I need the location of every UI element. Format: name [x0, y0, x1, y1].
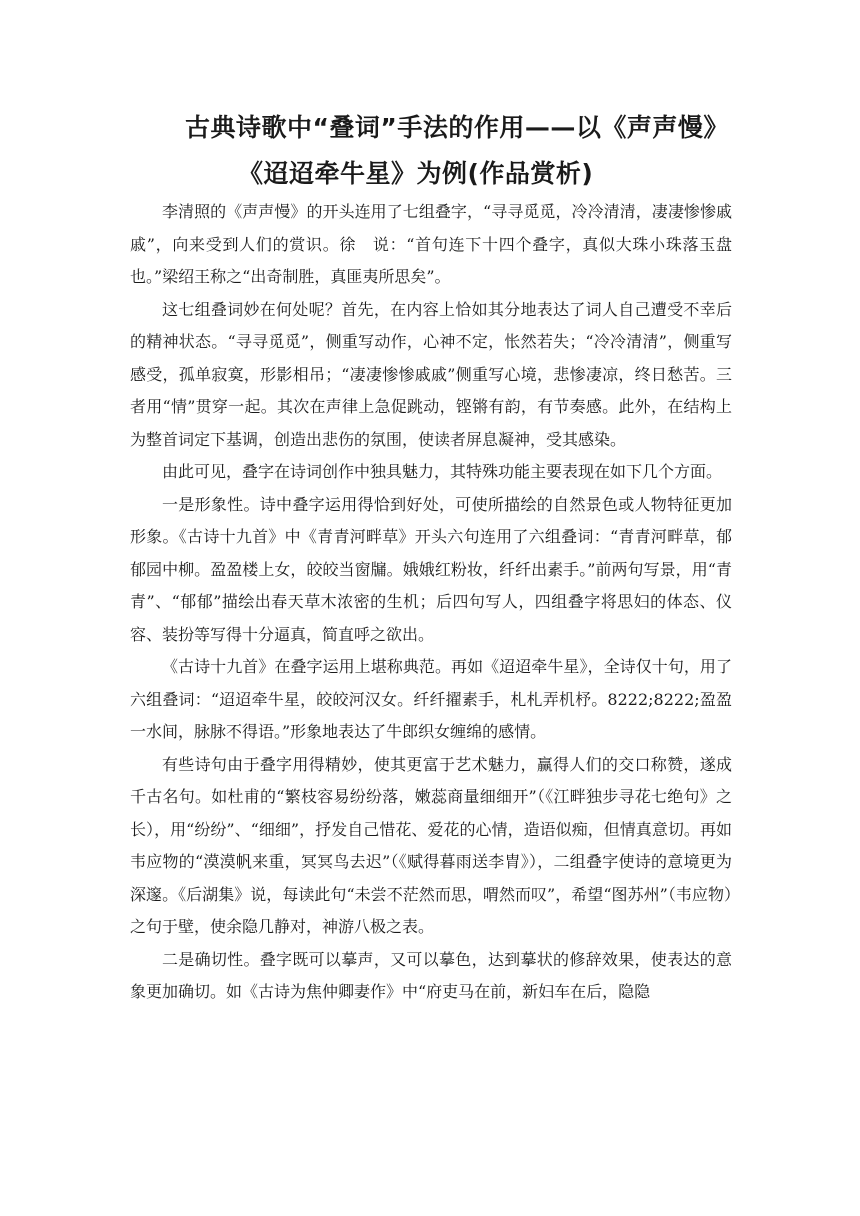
- paragraph: 二是确切性。叠字既可以摹声，又可以摹色，达到摹状的修辞效果，使表达的意象更加确切。如《古诗为焦仲卿妻作》中“府吏马在前，新妇车在后，隐隐: [130, 949, 732, 1001]
- paragraph: 有些诗句由于叠字用得精妙，使其更富于艺术魅力，赢得人们的交口称赞，遂成千古名句。如杜甫的“繁枝容易纷纷落，嫩蕊商量细细开”（《江畔独步寻花七绝句》之长），用“纷纷”、“细细”，抒发自己惜花、爱花的心情，造语似痴，但情真意切。再如韦应物的“漠漠帆来重，冥冥鸟去迟”（《赋得暮雨送李胄》），二组叠字使诗的意境更为深邃。《后湖集》说，每读此句“未尝不茫然而思，喟然而叹”，希望“图苏州”（韦应物）之句于壁，使余隐几静对，神游八极之表。: [130, 754, 732, 936]
- document-title-line-2: 《迢迢牵牛星》为例(作品赏析): [238, 159, 594, 188]
- paragraph: 这七组叠词妙在何处呢？首先，在内容上恰如其分地表达了词人自己遭受不幸后的精神状态。“寻寻觅觅”，侧重写动作，心神不定，怅然若失；“冷冷清清”，侧重写感受，孤单寂寞，形影相吊；“凄凄惨惨戚戚”侧重写心境，悲惨凄凉，终日愁苦。三者用“情”贯穿一起。其次在声律上急促跳动，铿锵有韵，有节奏感。此外，在结构上为整首词定下基调，创造出悲伤的氛围，使读者屏息凝神，受其感染。: [130, 299, 732, 449]
- paragraph: 由此可见，叠字在诗词创作中独具魅力，其特殊功能主要表现在如下几个方面。: [162, 462, 723, 481]
- paragraph: 一是形象性。诗中叠字运用得恰到好处，可使所描绘的自然景色或人物特征更加形象。《古诗十九首》中《青青河畔草》开头六句连用了六组叠词：“青青河畔草，郁郁园中柳。盈盈楼上女，皎皎当窗牖。娥娥红粉妆，纤纤出素手。”前两句写景，用“青青”、“郁郁”描绘出春天草木浓密的生机；后四句写人，四组叠字将思妇的体态、仪容、装扮等写得十分逼真，简直呼之欲出。: [130, 494, 732, 644]
- paragraph: 《古诗十九首》在叠字运用上堪称典范。再如《迢迢牵牛星》，全诗仅十句，用了六组叠词：“迢迢牵牛星，皎皎河汉女。纤纤擢素手，札札弄机杼。8222;8222;盈盈一水间，脉脉不得语。”形象地表达了牛郎织女缠绵的感情。: [130, 657, 732, 741]
- document-body: [130, 196, 732, 1009]
- document-title-line-1: 古典诗歌中“叠词”手法的作用——以《声声慢》: [185, 113, 729, 142]
- paragraph: 李清照的《声声慢》的开头连用了七组叠字，“寻寻觅觅，冷冷清清，凄凄惨惨戚戚”，向来受到人们的赏识。徐 说：“首句连下十四个叠字，真似大珠小珠落玉盘也。”梁绍王称之“出奇制胜，真匪夷所思矣”。: [130, 202, 732, 286]
